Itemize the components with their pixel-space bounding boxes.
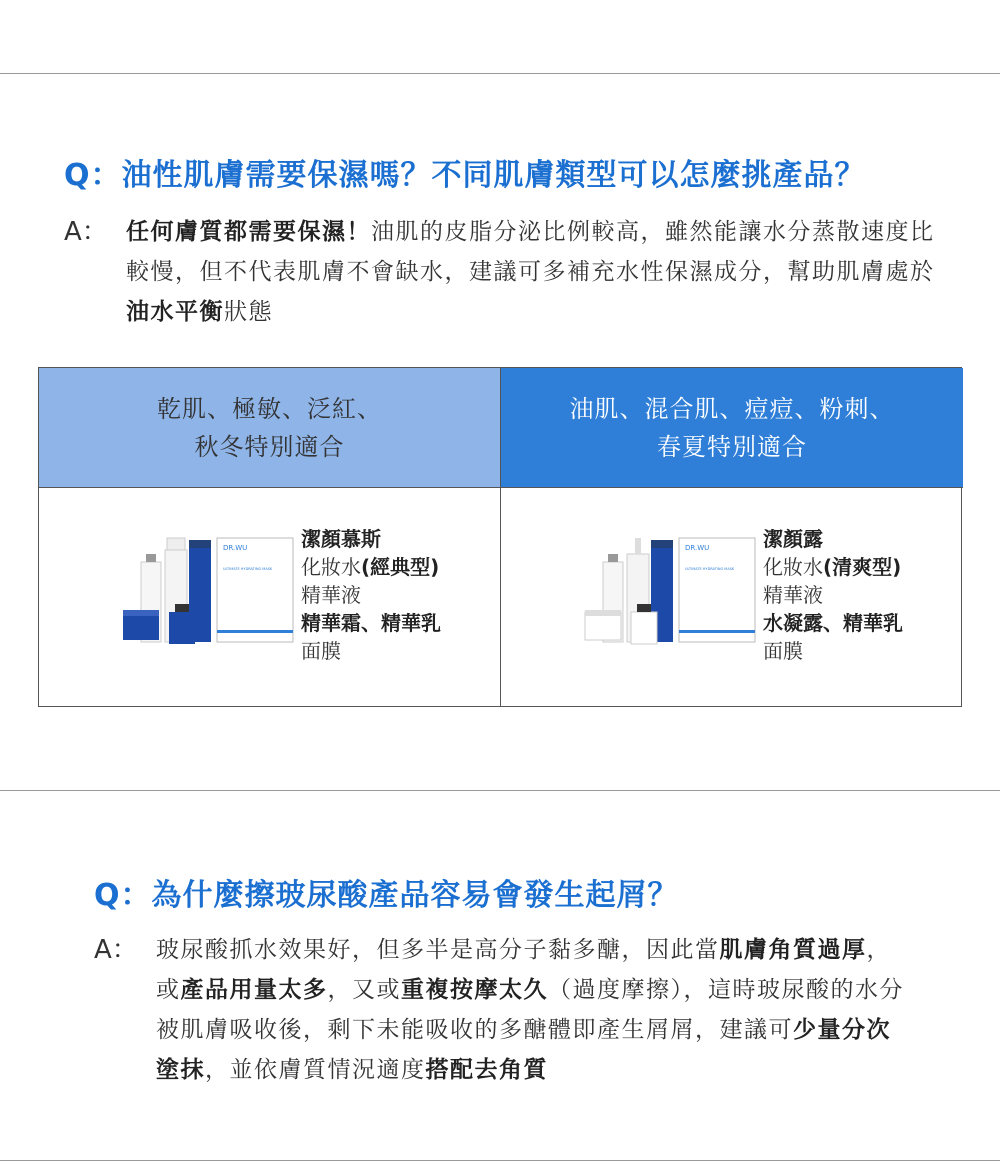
list-item xyxy=(301,609,441,637)
top-divider xyxy=(0,73,1000,74)
emphasis: 肌膚角質過厚 xyxy=(719,937,867,963)
table-cell-dry-products xyxy=(39,488,501,707)
emphasis: 少量分次塗抹 xyxy=(156,1017,891,1083)
table-cell-oily-products xyxy=(501,488,963,707)
answer-label: A： xyxy=(94,935,138,965)
middle-divider xyxy=(0,790,1000,791)
item-text: 化妝水 xyxy=(763,555,823,579)
answer-label: A： xyxy=(64,217,108,247)
header-line: 乾肌、極敏、泛紅、 xyxy=(157,394,382,423)
table-header-dry-skin xyxy=(39,368,501,488)
list-item xyxy=(301,525,441,553)
mask-brand-text: DR.WU xyxy=(223,544,248,552)
answer-body: ，又或 xyxy=(327,977,401,1003)
faq1-answer-text xyxy=(126,212,944,332)
list-item xyxy=(301,581,441,609)
table-header-oily-skin xyxy=(501,368,963,488)
list-item xyxy=(763,637,903,665)
header-line: 油肌、混合肌、痘痘、粉刺、 xyxy=(569,394,895,423)
faq2-question: Q：為什麼擦玻尿酸產品容易會發生起屑？ xyxy=(94,878,679,913)
item-text: 面膜 xyxy=(301,639,341,663)
item-text: 精華液 xyxy=(763,583,823,607)
oily-product-list xyxy=(763,525,903,665)
answer-body: 狀態 xyxy=(224,299,273,325)
answer-body: 油肌的皮脂分泌比例較高，雖然能讓水分蒸散速度比較慢，但不代表肌膚不會缺水，建議可多補充水性保濕成分，幫助肌膚處於 xyxy=(126,219,935,285)
item-text: 精華霜、精華乳 xyxy=(301,611,441,635)
emphasis: 重複按摩太久 xyxy=(401,977,548,1003)
faq2-answer xyxy=(94,930,914,1090)
faq2-answer-text xyxy=(156,930,914,1090)
header-line: 秋冬特別適合 xyxy=(194,432,345,461)
item-text: 面膜 xyxy=(763,639,803,663)
item-text: 潔顏露 xyxy=(763,527,823,551)
mask-brand-text: DR.WU xyxy=(685,544,710,552)
skin-type-table xyxy=(38,367,962,707)
list-item xyxy=(301,637,441,665)
bottom-divider xyxy=(0,1160,1000,1161)
dry-product-list xyxy=(301,525,441,665)
faq1-answer xyxy=(64,212,944,332)
item-text: 潔顏慕斯 xyxy=(301,527,381,551)
header-line: 春夏特別適合 xyxy=(657,432,807,461)
answer-body: 玻尿酸抓水效果好，但多半是高分子黏多醣，因此當 xyxy=(156,937,720,963)
item-text: 水凝露、精華乳 xyxy=(763,611,903,635)
answer-body: ，並依膚質情況適度 xyxy=(205,1057,426,1083)
list-item xyxy=(763,581,903,609)
list-item xyxy=(301,553,441,581)
answer-body: ，或 xyxy=(156,937,891,1003)
mask-name-text: ULTIMATE HYDRATING MASK xyxy=(685,567,735,571)
item-text: (清爽型) xyxy=(823,555,902,579)
answer-body: （過度摩擦），這時玻尿酸的水分被肌膚吸收後，剩下未能吸收的多醣體即產生屑屑，建議可 xyxy=(156,977,904,1043)
product-set-image xyxy=(557,536,757,656)
emphasis: 油水平衡 xyxy=(126,299,224,325)
list-item xyxy=(763,525,903,553)
product-set-image xyxy=(95,536,295,656)
faq1-question: Q：油性肌膚需要保濕嗎？不同肌膚類型可以怎麼挑產品？ xyxy=(64,158,866,193)
emphasis: 產品用量太多 xyxy=(180,977,328,1003)
mask-name-text: ULTIMATE HYDRATING MASK xyxy=(223,567,273,571)
list-item xyxy=(763,553,903,581)
list-item xyxy=(763,609,903,637)
item-text: 精華液 xyxy=(301,583,361,607)
emphasis: 任何膚質都需要保濕！ xyxy=(126,219,371,245)
item-text: 化妝水 xyxy=(301,555,361,579)
emphasis: 搭配去角質 xyxy=(425,1057,548,1083)
item-text: (經典型) xyxy=(361,555,440,579)
